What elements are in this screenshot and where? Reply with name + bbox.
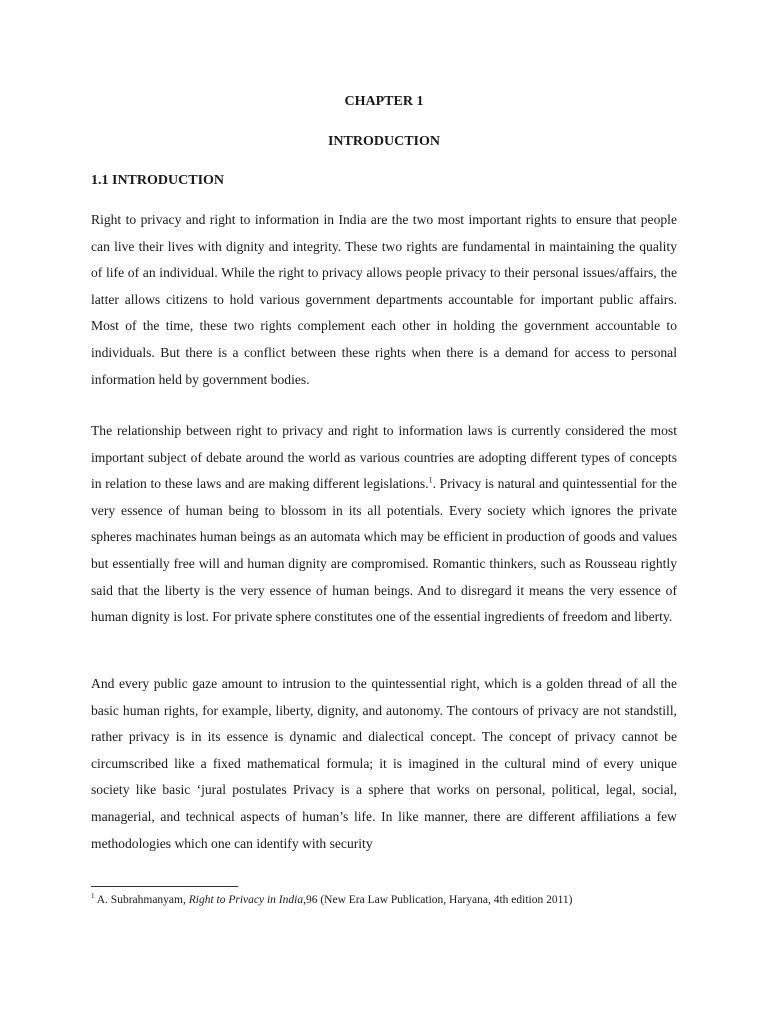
footnote-page: ,96 [303,894,318,906]
paragraph-2-text-after-note: . Privacy is natural and quintessential for the very essence of human being to blossom in its all potentials. Every society which ignores the private spheres machinates human beings as an automata which may be efficient in production of goods and values but essentially free will and human dignity are compromised. Romantic thinkers, such as Rousseau rightly said that the liberty is the very essence of human beings. And to disregard it means the very essence of human dignity is lost. For private sphere constitutes one of the essential ingredients of freedom and liberty. [91,476,677,625]
footnote-author: A. Subrahmanyam, [94,894,189,906]
paragraph-2 [91,418,677,631]
footnote-title: Right to Privacy in India [188,894,304,906]
paragraph-1: Right to privacy and right to information in India are the two most important rights to ensure that people can live their lives with dignity and integrity. These two rights are fundamental in maintaining the quality of life of an individual. While the right to privacy allows people privacy to their personal issues/affairs, the latter allows citizens to hold various government departments accountable for important public affairs. Most of the time, these two rights complement each other in holding the government accountable to individuals. But there is a conflict between these rights when there is a demand for access to personal information held by government bodies. [91,212,677,387]
footnote [91,892,573,908]
section-heading: 1.1 INTRODUCTION [91,173,225,188]
footnote-marker: 1 [91,892,95,901]
chapter-label: CHAPTER 1 [344,94,424,109]
footnote-publication: (New Era Law Publication, Haryana, 4th edition 2011) [317,894,573,906]
paragraph-2-text-before-note: The relationship between right to privacy and right to information laws is currently considered the most important subject of debate around the world as various countries are adopting different types of concepts in relation to these laws and are making different legislations. [91,423,677,492]
footnote-reference[interactable]: 1 [428,475,433,485]
chapter-title: INTRODUCTION [327,134,440,149]
paragraph-3: And every public gaze amount to intrusion to the quintessential right, which is a golden thread of all the basic human rights, for example, liberty, dignity, and autonomy. The contours of privacy are not standstill, rather privacy is in its essence is dynamic and dialectical concept. The concept of privacy cannot be circumscribed like a fixed mathematical formula; it is imagined in the cultural mind of every unique society like basic ‘jural postulates Privacy is a sphere that works on personal, political, legal, social, managerial, and technical aspects of human’s life. In like manner, there are different affiliations a few methodologies which one can identify with security [91,676,677,851]
footnote-separator [91,886,238,887]
